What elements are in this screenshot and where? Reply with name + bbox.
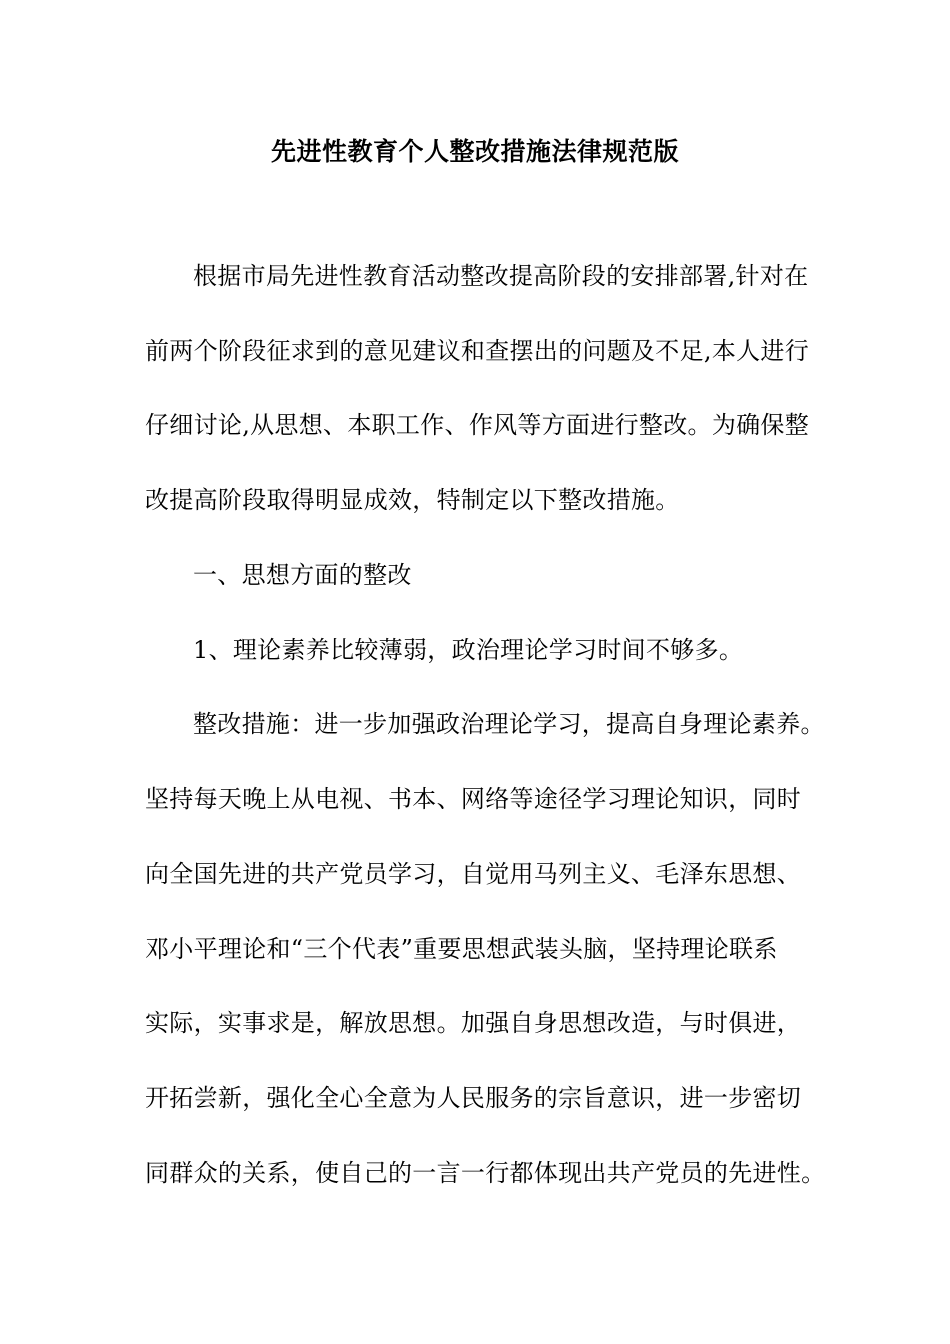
paragraph-line: 仔细讨论,从思想、本职工作、作风等方面进行整改。为确保整 bbox=[145, 411, 810, 439]
paragraph-line: 向全国先进的共产党员学习，自觉用马列主义、毛泽东思想、 bbox=[145, 860, 802, 888]
paragraph-line: 整改措施：进一步加强政治理论学习，提高自身理论素养。 bbox=[193, 710, 825, 738]
paragraph-line: 前两个阶段征求到的意见建议和查摆出的问题及不足,本人进行 bbox=[145, 337, 810, 365]
section-heading: 一、思想方面的整改 bbox=[193, 561, 412, 589]
document-title: 先进性教育个人整改措施法律规范版 bbox=[270, 137, 679, 166]
paragraph-line: 开拓尝新，强化全心全意为人民服务的宗旨意识，进一步密切 bbox=[145, 1084, 802, 1112]
paragraph-line: 同群众的关系，使自己的一言一行都体现出共产党员的先进性。 bbox=[145, 1159, 826, 1187]
paragraph-line: 邓小平理论和“三个代表”重要思想武装头脑，坚持理论联系 bbox=[145, 935, 778, 963]
paragraph-line: 根据市局先进性教育活动整改提高阶段的安排部署,针对在 bbox=[193, 262, 809, 290]
paragraph-line: 实际，实事求是，解放思想。加强自身思想改造，与时俱进， bbox=[145, 1009, 802, 1037]
paragraph-line: 改提高阶段取得明显成效，特制定以下整改措施。 bbox=[145, 486, 680, 514]
paragraph-line: 坚持每天晚上从电视、书本、网络等途径学习理论知识，同时 bbox=[145, 785, 802, 813]
list-item: 1、理论素养比较薄弱，政治理论学习时间不够多。 bbox=[193, 636, 744, 664]
